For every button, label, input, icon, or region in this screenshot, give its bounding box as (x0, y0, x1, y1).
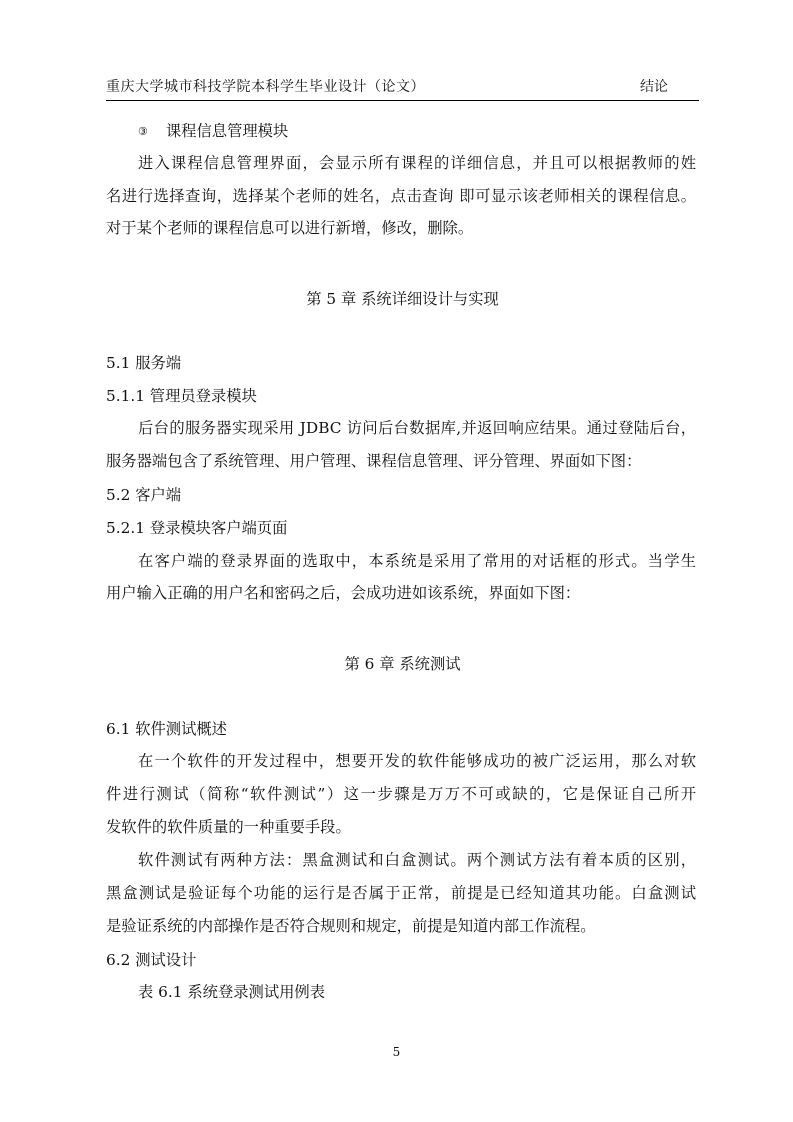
header-divider (106, 100, 699, 101)
paragraph-line: 是验证系统的内部操作是否符合规则和规定，前提是知道内部工作流程。 (106, 917, 596, 935)
paragraph-line: 用户输入正确的用户名和密码之后，会成功进如该系统，界面如下图： (106, 584, 581, 602)
paragraph-line: 发软件的软件质量的一种重要手段。 (106, 818, 351, 836)
header-section: 结论 (640, 79, 668, 95)
section-heading: 5.2 客户端 (106, 486, 182, 504)
list-item-label: 课程信息管理模块 (165, 122, 289, 140)
paragraph-line: 进入课程信息管理界面，会显示所有课程的详细信息，并且可以根据教师的姓 (138, 154, 696, 172)
paragraph-line: 后台的服务器实现采用 JDBC 访问后台数据库,并返回响应结果。通过登陆后台， (138, 419, 696, 437)
paragraph-line: 黑盒测试是验证每个功能的运行是否属于正常，前提是已经知道其功能。白盒测试 (106, 884, 696, 902)
paragraph-line: 名进行选择查询，选择某个老师的姓名，点击查询 即可显示该老师相关的课程信息。 (106, 187, 696, 205)
chapter-heading: 第 5 章 系统详细设计与实现 (306, 290, 499, 308)
paragraph-line: 在一个软件的开发过程中，想要开发的软件能够成功的被广泛运用，那么对软 (138, 752, 696, 770)
section-heading: 5.1 服务端 (106, 354, 182, 372)
section-heading: 6.1 软件测试概述 (106, 720, 227, 738)
paragraph-line: 服务器端包含了系统管理、用户管理、课程信息管理、评分管理、界面如下图： (106, 452, 642, 470)
paragraph-line: 在客户端的登录界面的选取中，本系统是采用了常用的对话框的形式。当学生 (138, 552, 696, 570)
table-caption: 表 6.1 系统登录测试用例表 (138, 983, 326, 1001)
paragraph-line: 对于某个老师的课程信息可以进行新增，修改，删除。 (106, 219, 474, 237)
paragraph-line: 软件测试有两种方法：黑盒测试和白盒测试。两个测试方法有着本质的区别， (138, 851, 696, 869)
paragraph-line: 件进行测试（简称“软件测试”）这一步骤是万万不可或缺的，它是保证自己所开 (106, 785, 696, 803)
chapter-heading: 第 6 章 系统测试 (344, 655, 461, 673)
subsection-heading: 5.1.1 管理员登录模块 (106, 387, 257, 405)
page-number: 5 (392, 1045, 401, 1059)
circled-number-marker: ③ (138, 125, 148, 138)
list-item-course-module (138, 121, 738, 143)
header-title: 重庆大学城市科技学院本科学生毕业设计（论文） (106, 79, 425, 95)
subsection-heading: 5.2.1 登录模块客户端页面 (106, 519, 288, 537)
section-heading: 6.2 测试设计 (106, 951, 197, 969)
